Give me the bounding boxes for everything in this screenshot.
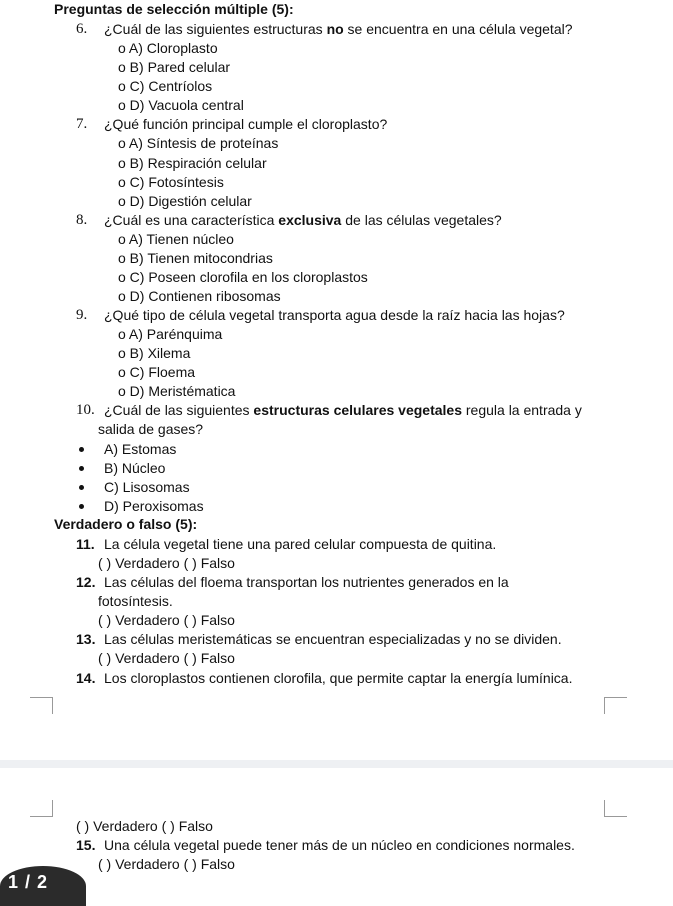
bullet — [79, 466, 84, 471]
question-number: 10. — [76, 402, 95, 418]
question-number: 9. — [76, 307, 88, 323]
option: o C) Fotosíntesis — [118, 174, 224, 190]
item-text: Los cloroplastos contienen clorofila, que permite captar la energía lumínica. — [104, 670, 573, 686]
true-false-answer[interactable]: ( ) Verdadero ( ) Falso — [98, 650, 235, 666]
item-number: 15. — [76, 837, 96, 853]
page-separator — [0, 760, 673, 768]
option: C) Lisosomas — [104, 479, 190, 495]
section-title-true-false: Verdadero o falso (5): — [54, 516, 198, 532]
question-text: ¿Qué función principal cumple el cloroplasto? — [104, 116, 388, 132]
true-false-answer[interactable]: ( ) Verdadero ( ) Falso — [98, 856, 235, 872]
question-text: ¿Cuál de las siguientes estructuras celulares vegetales regula la entrada y — [104, 402, 582, 418]
option: o D) Contienen ribosomas — [118, 288, 281, 304]
option: o D) Digestión celular — [118, 193, 252, 209]
option: o B) Tienen mitocondrias — [118, 250, 273, 266]
true-false-answer[interactable]: ( ) Verdadero ( ) Falso — [98, 555, 235, 571]
page-indicator-label: 1 / 2 — [8, 872, 49, 892]
option: o C) Floema — [118, 364, 196, 380]
option: o C) Centríolos — [118, 78, 213, 94]
question-number: 6. — [76, 21, 88, 37]
option: o A) Tienen núcleo — [118, 231, 234, 247]
bullet — [79, 504, 84, 509]
crop-mark — [604, 800, 627, 817]
item-text-continued: fotosíntesis. — [98, 593, 173, 609]
option: D) Peroxisomas — [104, 498, 204, 514]
bullet — [79, 485, 84, 490]
item-text: La célula vegetal tiene una pared celular compuesta de quitina. — [104, 536, 497, 552]
option: o D) Vacuola central — [118, 97, 244, 113]
item-number: 12. — [76, 574, 96, 590]
item-number: 11. — [76, 536, 95, 552]
crop-mark — [30, 800, 53, 817]
option: o D) Meristématica — [118, 383, 236, 399]
question-number: 7. — [76, 116, 88, 132]
option: o A) Parénquima — [118, 326, 223, 342]
question-text: ¿Cuál es una característica exclusiva de las células vegetales? — [104, 212, 502, 228]
crop-mark — [30, 697, 53, 714]
option: o B) Xilema — [118, 345, 191, 361]
question-text: ¿Cuál de las siguientes estructuras no se encuentra en una célula vegetal? — [104, 21, 573, 37]
true-false-answer[interactable]: ( ) Verdadero ( ) Falso — [76, 818, 213, 834]
option: o C) Poseen clorofila en los cloroplastos — [118, 269, 368, 285]
item-number: 14. — [76, 670, 96, 686]
question-text-continued: salida de gases? — [98, 421, 204, 437]
section-title-multiple-choice: Preguntas de selección múltiple (5): — [54, 1, 294, 17]
crop-mark — [604, 697, 627, 714]
item-text: Las células meristemáticas se encuentran especializadas y no se dividen. — [104, 631, 562, 647]
option: A) Estomas — [104, 441, 177, 457]
page-indicator[interactable] — [0, 866, 86, 906]
option: B) Núcleo — [104, 460, 166, 476]
bullet — [79, 447, 84, 452]
question-number: 8. — [76, 212, 88, 228]
option: o B) Pared celular — [118, 59, 231, 75]
item-text: Una célula vegetal puede tener más de un núcleo en condiciones normales. — [104, 837, 575, 853]
item-number: 13. — [76, 631, 96, 647]
option: o A) Síntesis de proteínas — [118, 135, 279, 151]
question-text: ¿Qué tipo de célula vegetal transporta agua desde la raíz hacia las hojas? — [104, 307, 565, 323]
true-false-answer[interactable]: ( ) Verdadero ( ) Falso — [98, 612, 235, 628]
item-text: Las células del floema transportan los nutrientes generados en la — [104, 574, 509, 590]
option: o B) Respiración celular — [118, 155, 267, 171]
option: o A) Cloroplasto — [118, 40, 218, 56]
